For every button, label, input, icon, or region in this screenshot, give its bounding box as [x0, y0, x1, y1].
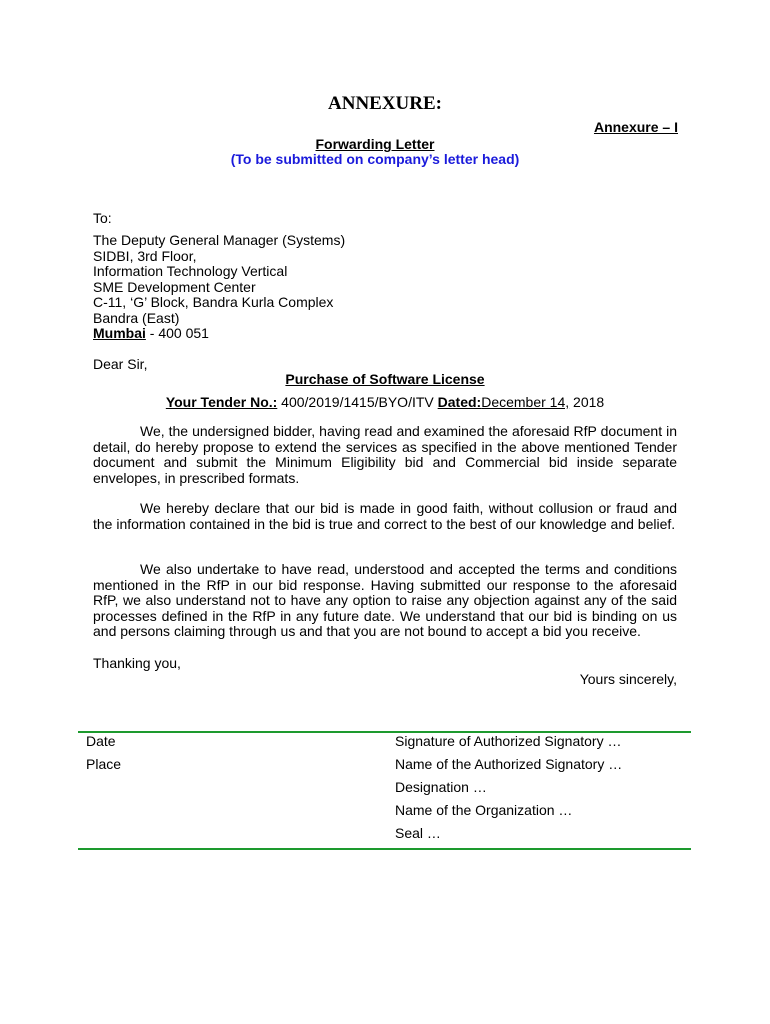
address-line: C-11, ‘G’ Block, Bandra Kurla Complex — [93, 294, 334, 310]
tender-number: 400/2019/1415/BYO/ITV — [277, 394, 438, 410]
signatory-name-label: Name of the Authorized Signatory … — [395, 756, 623, 772]
closing-thanks: Thanking you, — [93, 655, 181, 671]
tender-reference — [0, 394, 770, 410]
subject-line: Purchase of Software License — [285, 371, 485, 387]
to-label: To: — [93, 210, 112, 226]
tender-label: Your Tender No.: — [165, 394, 278, 410]
tender-year: 2018 — [569, 394, 605, 410]
annexure-reference: Annexure – I — [593, 119, 678, 135]
address-city-line — [93, 326, 345, 342]
address-line: Bandra (East) — [93, 309, 180, 326]
dated-label: Dated: — [437, 394, 482, 410]
letterhead-instruction: (To be submitted on company’s letter head) — [230, 151, 520, 167]
seal-label: Seal … — [395, 825, 441, 841]
salutation: Dear Sir, — [93, 356, 148, 372]
address-line: Information Technology Vertical — [93, 263, 288, 279]
body-paragraph-1: We, the undersigned bidder, having read and examined the aforesaid RfP document in detail, do hereby propose to extend the services as specified in the above mentioned Tender document and submit the Minimum Eligibility bid and Commercial bid inside separate envelopes, in prescribed formats. — [93, 423, 677, 486]
body-paragraph-2: We hereby declare that our bid is made in good faith, without collusion or fraud and the information contained in the bid is true and correct to the best of our knowledge and belief. — [93, 500, 677, 532]
body-paragraph-3: We also undertake to have read, understood and accepted the terms and conditions mentioned in the RfP in our bid response. Having submitted our response to the aforesaid RfP, we also understand not to have any option to raise any objection against any of the said processes defined in the RfP in any future date. We understand that our bid is binding on us and persons claiming through us and that you are not bound to accept a bid you receive. — [93, 561, 677, 640]
recipient-address — [93, 233, 345, 342]
signature-label: Signature of Authorized Signatory … — [395, 733, 622, 749]
document-title: ANNEXURE: — [328, 93, 442, 114]
address-line: SME Development Center — [93, 278, 256, 295]
tender-date: December 14, — [481, 394, 570, 410]
signature-block-bottom-rule — [78, 848, 691, 850]
address-line: The Deputy General Manager (Systems) — [93, 232, 346, 248]
address-pin: - 400 051 — [145, 325, 209, 341]
place-label: Place — [86, 756, 122, 772]
organization-label: Name of the Organization … — [395, 802, 573, 818]
address-line: SIDBI, 3rd Floor, — [93, 247, 197, 264]
designation-label: Designation … — [395, 779, 487, 795]
closing-yours-sincerely: Yours sincerely, — [579, 671, 677, 687]
address-city: Mumbai — [93, 325, 146, 341]
forwarding-letter-heading: Forwarding Letter — [315, 136, 435, 152]
date-label: Date — [86, 733, 116, 749]
